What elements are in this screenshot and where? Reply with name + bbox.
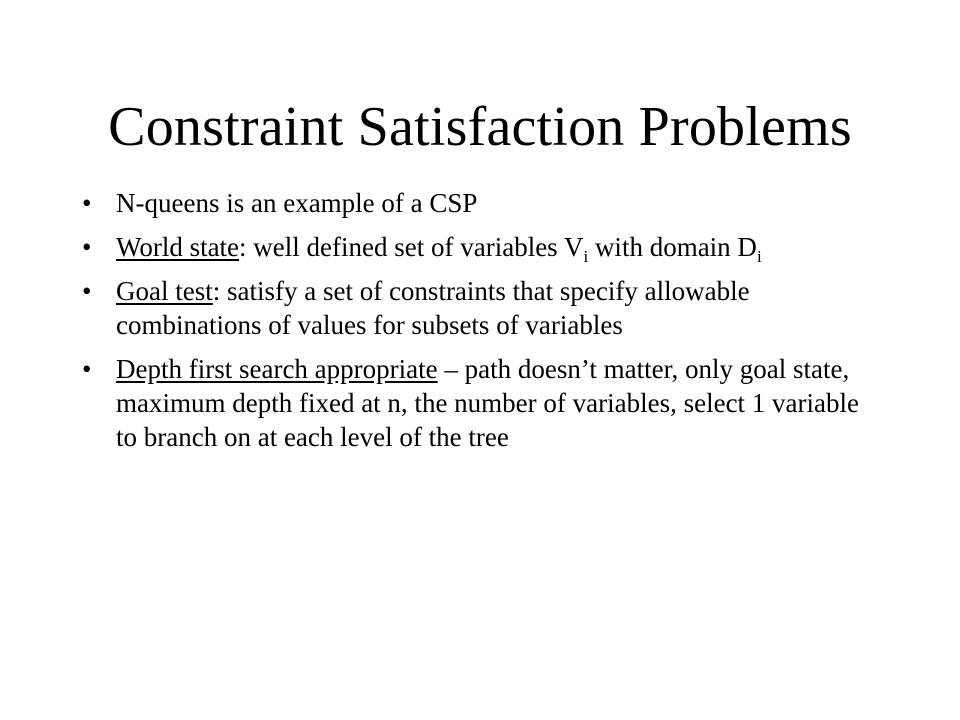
bullet-text: with domain D: [588, 232, 757, 262]
bullet-list: [82, 186, 882, 464]
bullet-term-world-state: World state: [116, 232, 240, 262]
subscript-i: i: [756, 247, 762, 266]
bullet-term-dfs: Depth first search appropriate: [116, 354, 438, 384]
bullet-item-world-state: [82, 230, 882, 264]
bullet-text: – path doesn’t matter, only goal state, maximum depth fixed at n, the number of variables, select 1 variable to branch on at each level of the tree: [116, 354, 860, 452]
slide-title: Constraint Satisfaction Problems: [108, 96, 852, 158]
bullet-item-dfs: [82, 352, 882, 454]
bullet-dot-icon: •: [82, 276, 92, 306]
bullet-item-goal-test: [82, 274, 882, 342]
subscript-i: i: [583, 247, 589, 266]
bullet-dot-icon: •: [82, 232, 92, 262]
bullet-term-goal-test: Goal test: [116, 276, 213, 306]
bullet-dot-icon: •: [82, 188, 92, 218]
bullet-text: : satisfy a set of constraints that specify allowable combinations of values for subsets of variables: [116, 276, 750, 340]
bullet-text: : well defined set of variables V: [239, 232, 584, 262]
bullet-item-nqueens: [82, 186, 882, 220]
bullet-text: N-queens is an example of a CSP: [116, 188, 478, 218]
bullet-dot-icon: •: [82, 354, 92, 384]
